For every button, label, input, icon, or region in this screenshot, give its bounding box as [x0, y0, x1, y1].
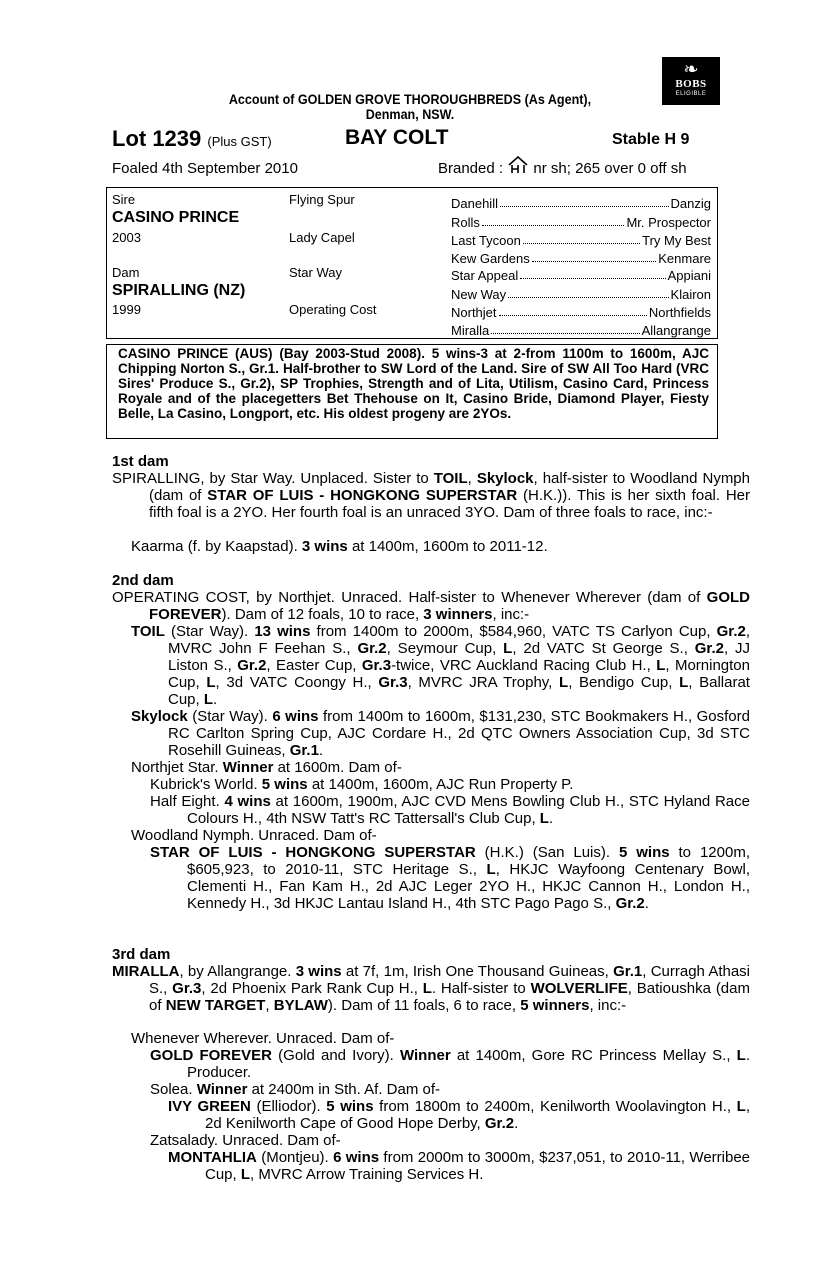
- produce-skylock: Skylock (Star Way). 6 wins from 1400m to 1600m, $131,230, STC Bookmakers H., Gosford RC Carlton Spring Cup, AJC Cordare H., 2d QTC Owners Association Cup, 3d STC Rosehill Guineas, Gr.1.: [131, 708, 750, 759]
- lot-number: Lot 1239 (Plus GST): [112, 126, 272, 151]
- produce-star-of-luis: STAR OF LUIS - HONGKONG SUPERSTAR (H.K.) (San Luis). 5 wins to 1200m, $605,923, to 2010-11, STC Heritage S., L, HKJC Wayfoong Centenary Bowl, Clementi H., Fan Kam H., 2d AJC Leger 2YO H., HKJC Cannon H., London H., Kennedy H., 3d HKJC Lantau Island H., 4th STC Pago Pago S., Gr.2.: [150, 844, 751, 912]
- logo-sub: ELIGIBLE: [675, 91, 707, 97]
- third-generation-row: Kew Gardens Kenmare: [451, 251, 711, 266]
- produce-ivy-green: IVY GREEN (Elliodor). 5 wins from 1800m to 2400m, Kenilworth Woolavington H., L, 2d Kenilworth Cape of Good Hope Derby, Gr.2.: [168, 1098, 750, 1132]
- sire-label: Sire: [112, 192, 136, 207]
- dam-sire: Star Way: [289, 265, 342, 280]
- vendor-line: Account of GOLDEN GROVE THOROUGHBREDS (As Agent),: [228, 92, 592, 107]
- produce-zatsalady: Zatsalady. Unraced. Dam of-: [150, 1132, 341, 1149]
- produce-woodland-nymph: Woodland Nymph. Unraced. Dam of-: [131, 827, 377, 844]
- foaled-date: Foaled 4th September 2010: [112, 160, 298, 177]
- produce-kaarma: Kaarma (f. by Kaapstad). 3 wins at 1400m, 1600m to 2011-12.: [131, 538, 548, 555]
- third-generation-row: New Way Klairon: [451, 287, 711, 302]
- brand-line: Branded : nr sh; 265 over 0 off sh: [438, 156, 687, 177]
- first-dam-text: SPIRALLING, by Star Way. Unplaced. Sister to TOIL, Skylock, half-sister to Woodland Nymph (dam of STAR OF LUIS - HONGKONG SUPERSTAR (H.K.)). This is her sixth foal. Her fifth foal is a 2YO. Her fourth foal is an unraced 3YO. Dam of three foals to race, inc:-: [112, 470, 750, 521]
- horse-icon: ❧: [683, 59, 699, 79]
- sire-sire: Flying Spur: [289, 192, 355, 207]
- second-dam-heading: 2nd dam: [112, 572, 174, 589]
- third-dam-text: MIRALLA, by Allangrange. 3 wins at 7f, 1m, Irish One Thousand Guineas, Gr.1, Curragh Athasi S., Gr.3, 2d Phoenix Park Rank Cup H., L. Half-sister to WOLVERLIFE, Batioushka (dam of NEW TARGET, BYLAW). Dam of 11 foals, 6 to race, 5 winners, inc:-: [112, 963, 751, 1014]
- produce-half-eight: Half Eight. 4 wins at 1600m, 1900m, AJC CVD Mens Bowling Club H., STC Hyland Race Colours H., 4th NSW Tatt's RC Tattersall's Club Cup, L.: [150, 793, 750, 827]
- first-dam-heading: 1st dam: [112, 453, 169, 470]
- produce-northjet-star: Northjet Star. Winner at 1600m. Dam of-: [131, 759, 402, 776]
- sire-dam: Lady Capel: [289, 230, 355, 245]
- third-generation-row: Rolls Mr. Prospector: [451, 215, 711, 230]
- produce-whenever-wherever: Whenever Wherever. Unraced. Dam of-: [131, 1030, 395, 1047]
- stable-location: Stable H 9: [612, 131, 690, 148]
- third-dam-heading: 3rd dam: [112, 946, 171, 963]
- produce-montahlia: MONTAHLIA (Montjeu). 6 wins from 2000m to 3000m, $237,051, to 2010-11, Werribee Cup, L, MVRC Arrow Training Services H.: [168, 1149, 751, 1183]
- second-dam-text: OPERATING COST, by Northjet. Unraced. Half-sister to Whenever Wherever (dam of GOLD FOREVER). Dam of 12 foals, 10 to race, 3 winners, inc:-: [112, 589, 750, 623]
- dam-year: 1999: [112, 302, 141, 317]
- third-generation-row: Star Appeal Appiani: [451, 268, 711, 283]
- produce-gold-forever: GOLD FOREVER (Gold and Ivory). Winner at 1400m, Gore RC Princess Mellay S., L. Producer.: [150, 1047, 750, 1081]
- lot-sex: BAY COLT: [345, 126, 449, 149]
- produce-kubricks-world: Kubrick's World. 5 wins at 1400m, 1600m, AJC Run Property P.: [150, 776, 574, 793]
- sire-summary: CASINO PRINCE (AUS) (Bay 2003-Stud 2008). 5 wins-3 at 2-from 1100m to 1600m, AJC Chipping Norton S., Gr.1. Half-brother to SW Lord of the Land. Sire of SW All Too Hard (VRC Sires' Produce S., Gr.2), SP Trophies, Strength and of Lita, Utilism, Casino Card, Princess Royale and of the placegetters Bet Thehouse on It, Casino Bride, Diamond Player, Fiesty Belle, La Casino, Longport, etc. His oldest progeny are 2YOs.: [106, 344, 718, 439]
- third-generation-row: Miralla Allangrange: [451, 323, 711, 338]
- gst-note: (Plus GST): [207, 134, 272, 149]
- brand-mark-icon: [507, 156, 529, 174]
- produce-solea: Solea. Winner at 2400m in Sth. Af. Dam of-: [150, 1081, 440, 1098]
- sire-year: 2003: [112, 230, 141, 245]
- dam-dam: Operating Cost: [289, 302, 377, 317]
- dam-name: SPIRALLING (NZ): [112, 282, 246, 299]
- sire-name: CASINO PRINCE: [112, 209, 240, 226]
- third-generation-row: Northjet Northfields: [451, 305, 711, 320]
- third-generation-row: Danehill Danzig: [451, 196, 711, 211]
- dam-label: Dam: [112, 265, 140, 280]
- third-generation-row: Last Tycoon Try My Best: [451, 233, 711, 248]
- location-line: Denman, NSW.: [365, 107, 455, 122]
- logo-brand: BOBS: [675, 78, 707, 90]
- produce-toil: TOIL (Star Way). 13 wins from 1400m to 2000m, $584,960, VATC TS Carlyon Cup, Gr.2, MVRC John F Feehan S., Gr.2, Seymour Cup, L, 2d VATC St George S., Gr.2, JJ Liston S., Gr.2, Easter Cup, Gr.3-twice, VRC Auckland Racing Club H., L, Mornington Cup, L, 3d VATC Coongy H., Gr.3, MVRC JRA Trophy, L, Bendigo Cup, L, Ballarat Cup, L.: [131, 623, 750, 708]
